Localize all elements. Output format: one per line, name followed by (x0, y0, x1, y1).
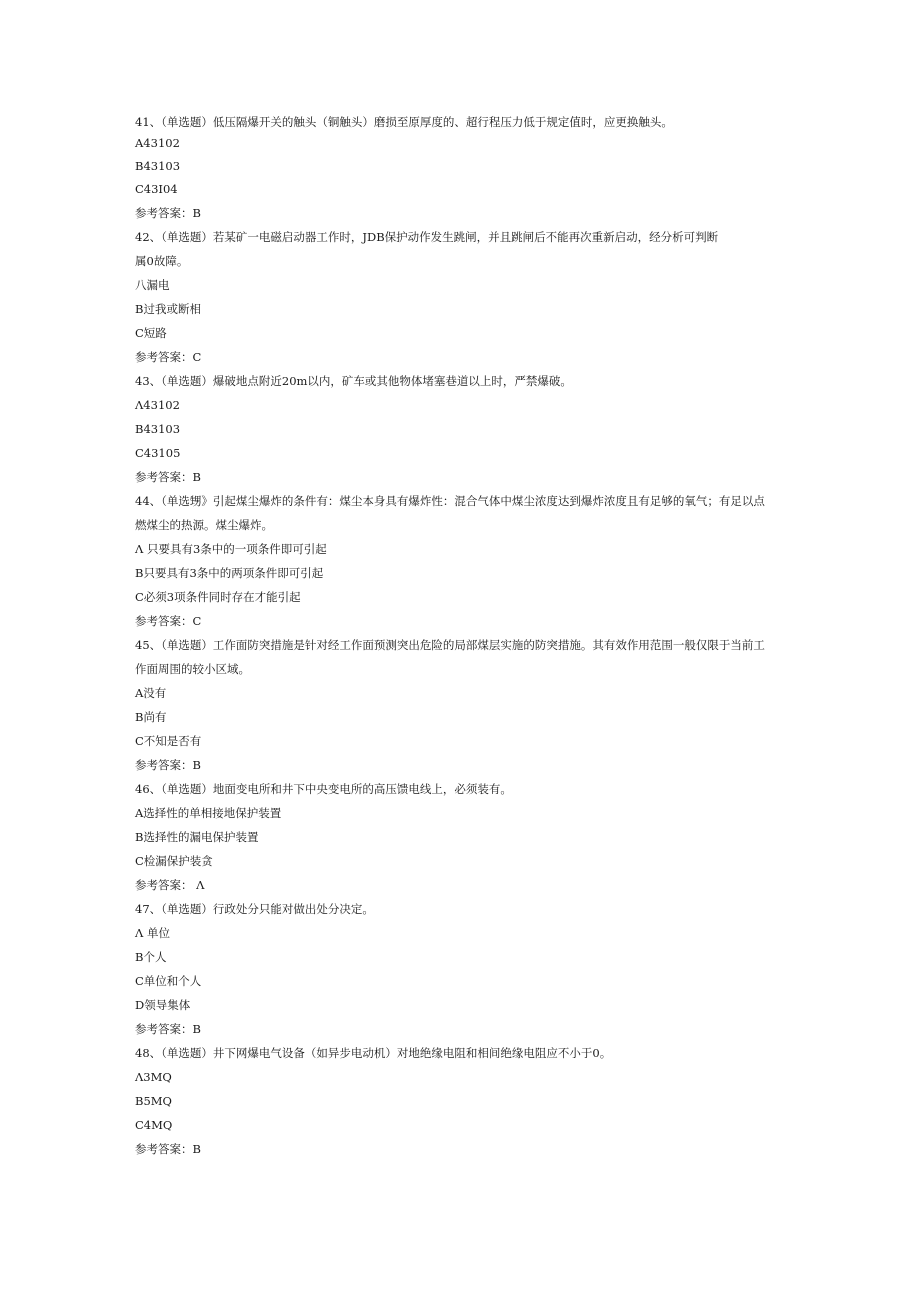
option-a: A选择性的单相接地保护装置 (135, 806, 282, 820)
question-47 (135, 897, 795, 1041)
option-c: C不知是否有 (135, 734, 202, 748)
question-43 (135, 369, 795, 489)
answer-line: 参考答案：B (135, 470, 201, 484)
question-44 (135, 489, 795, 633)
option-a: Λ43102 (135, 398, 180, 412)
answer-line: 参考答案：B (135, 1022, 201, 1036)
answer-line: 参考答案：B (135, 758, 201, 772)
option-d: D领导集体 (135, 998, 191, 1012)
question-stem: 46、（单选题）地面变电所和井下中央变电所的高压馈电线上，必须装有。 (135, 782, 512, 796)
option-a: 八漏电 (135, 278, 170, 292)
option-a: A没有 (135, 686, 167, 700)
option-c: C43I04 (135, 182, 178, 196)
question-48 (135, 1041, 795, 1161)
option-b: B选择性的漏电保护装置 (135, 830, 259, 844)
question-stem: 42、（单选题）若某矿一电磁启动器工作时，JDB保护动作发生跳闸，并且跳闸后不能再次重新启动，经分析可判断 (135, 230, 719, 244)
exam-page (135, 112, 795, 1161)
question-stem-continued: 属0故障。 (135, 254, 189, 268)
answer-line: 参考答案：B (135, 1142, 201, 1156)
answer-line: 参考答案：C (135, 614, 202, 628)
answer-line: 参考答案： Λ (135, 878, 205, 892)
question-stem: 47、（单选题）行政处分只能对做出处分决定。 (135, 902, 374, 916)
question-stem: 48、（单选题）井下网爆电气设备（如异步电动机）对地绝缘电阻和相间绝缘电阻应不小于0。 (135, 1046, 612, 1060)
question-42 (135, 225, 795, 369)
option-c: C必须3项条件同时存在才能引起 (135, 590, 301, 604)
option-b: B个人 (135, 950, 167, 964)
question-stem: 41、（单选题）低压隔爆开关的触头（铜触头）磨损至原厚度的、超行程压力低于规定值时，应更换触头。 (135, 115, 673, 129)
question-45 (135, 633, 795, 777)
option-c: C短路 (135, 326, 167, 340)
option-c: C单位和个人 (135, 974, 202, 988)
question-stem-continued: 作面周围的较小区域。 (135, 662, 250, 676)
question-stem: 44、（单选甥》引起煤尘爆炸的条件有：煤尘本身具有爆炸性：混合气体中煤尘浓度达到爆炸浓度且有足够的氧气；有足以点 (135, 494, 765, 508)
option-b: B5MQ (135, 1094, 172, 1108)
question-stem: 45、（单选题）工作面防突措施是针对经工作面预测突出危险的局部煤层实施的防突措施。其有效作用范围一般仅限于当前工 (135, 638, 765, 652)
option-b: B尚有 (135, 710, 167, 724)
option-a: A43102 (135, 136, 180, 150)
answer-line: 参考答案：B (135, 206, 201, 220)
option-b: B只要具有3条中的两项条件即可引起 (135, 566, 324, 580)
option-b: B43103 (135, 422, 181, 436)
answer-line: 参考答案：C (135, 350, 202, 364)
option-c: C检漏保护装贪 (135, 854, 213, 868)
option-a: Λ 只要具有3条中的一项条件即可引起 (135, 542, 327, 556)
option-a: Λ3MQ (135, 1070, 172, 1084)
question-stem-continued: 燃煤尘的热源。煤尘爆炸。 (135, 518, 273, 532)
question-41 (135, 112, 795, 225)
option-c: C4MQ (135, 1118, 173, 1132)
question-stem: 43、（单选题）爆破地点附近20m以内，矿车或其他物体堵塞巷道以上时，严禁爆破。 (135, 374, 572, 388)
option-b: B过我或断相 (135, 302, 201, 316)
option-b: B43103 (135, 159, 181, 173)
option-c: C43105 (135, 446, 181, 460)
question-46 (135, 777, 795, 897)
option-a: Λ 单位 (135, 926, 170, 940)
